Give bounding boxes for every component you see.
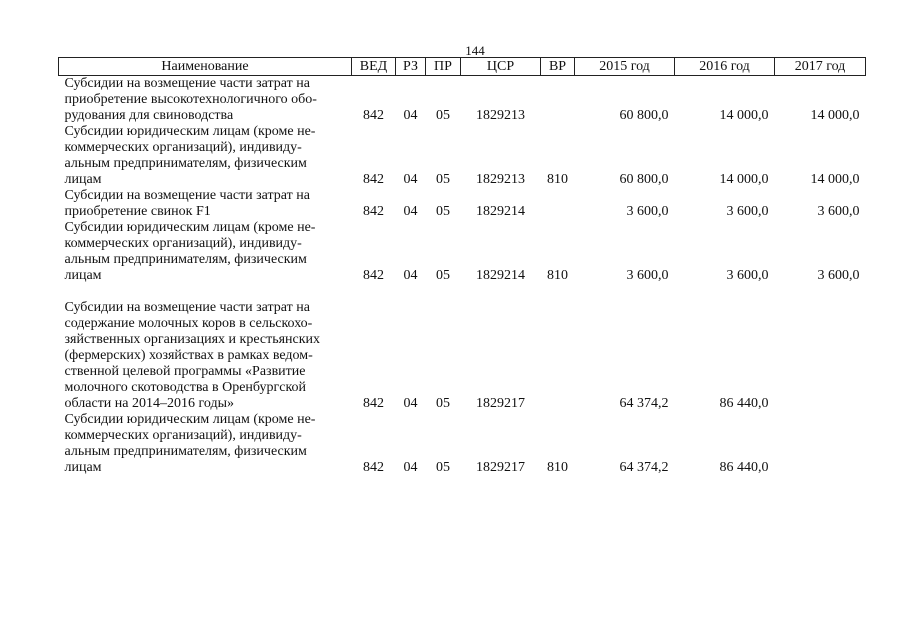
amount-2016-cell: 3 600,0 xyxy=(726,204,769,219)
rz-cell: 04 xyxy=(403,108,418,123)
amount-2015-cell: 64 374,2 xyxy=(619,460,669,475)
item-name-line: зяйственных организациях и крестьянских xyxy=(64,332,321,347)
pr-cell: 05 xyxy=(436,172,450,187)
item-name-line: коммерческих организаций), индивиду- xyxy=(64,236,302,251)
ved-cell: 842 xyxy=(363,172,384,187)
header-vr: ВР xyxy=(541,58,575,76)
pr-cell: 05 xyxy=(436,460,450,475)
rz-cell: 04 xyxy=(403,204,418,219)
amount-2015-cell: 3 600,0 xyxy=(626,204,669,219)
table-row xyxy=(59,76,866,125)
pr-cell: 05 xyxy=(436,268,450,283)
item-name-line: альным предпринимателям, физическим xyxy=(64,252,307,267)
header-csr: ЦСР xyxy=(461,58,541,76)
rz-cell: 04 xyxy=(403,268,418,283)
table-row xyxy=(59,412,866,476)
ved-cell: 842 xyxy=(363,204,384,219)
amount-2017-cell: 3 600,0 xyxy=(817,268,860,283)
item-name-cell xyxy=(59,412,352,476)
table-row xyxy=(59,188,866,220)
ved-cell: 842 xyxy=(363,396,384,411)
ved-cell: 842 xyxy=(363,108,384,123)
item-name-line: Субсидии юридическим лицам (кроме не- xyxy=(64,412,316,427)
amount-2016-cell: 86 440,0 xyxy=(719,460,769,475)
item-name-line: молочного скотоводства в Оренбургской xyxy=(64,380,307,395)
item-name-cell xyxy=(59,188,352,220)
amount-2015-cell: 60 800,0 xyxy=(619,172,669,187)
spacer-cell xyxy=(59,284,866,300)
item-name-cell xyxy=(59,300,352,412)
rz-cell: 04 xyxy=(403,460,418,475)
item-name-cell xyxy=(59,76,352,125)
ved-cell: 842 xyxy=(363,268,384,283)
amount-2017-cell xyxy=(775,300,866,412)
item-name-line: альным предпринимателям, физическим xyxy=(64,444,307,459)
item-name-cell xyxy=(59,220,352,284)
header-2017: 2017 год xyxy=(775,58,866,76)
csr-cell: 1829214 xyxy=(476,204,525,219)
csr-cell: 1829213 xyxy=(476,108,525,123)
csr-cell: 1829217 xyxy=(476,396,525,411)
amount-2016-cell: 3 600,0 xyxy=(726,268,769,283)
csr-cell: 1829217 xyxy=(476,460,525,475)
item-name-line: (фермерских) хозяйствах в рамках ведом- xyxy=(64,348,313,363)
vr-cell: 810 xyxy=(547,172,568,187)
amount-2017-cell xyxy=(775,412,866,476)
item-name-line: Субсидии юридическим лицам (кроме не- xyxy=(64,220,316,235)
amount-2016-cell: 14 000,0 xyxy=(719,108,769,123)
pr-cell: 05 xyxy=(436,396,450,411)
item-name-line: лицам xyxy=(64,172,102,187)
header-rz: РЗ xyxy=(396,58,426,76)
table-body xyxy=(59,76,866,477)
header-ved: ВЕД xyxy=(352,58,396,76)
item-name-line: Субсидии на возмещение части затрат на xyxy=(64,76,310,91)
item-name-line: коммерческих организаций), индивиду- xyxy=(64,140,302,155)
item-name-cell xyxy=(59,124,352,188)
csr-cell: 1829214 xyxy=(476,268,525,283)
item-name-line: приобретение свинок F1 xyxy=(64,204,211,219)
header-name: Наименование xyxy=(59,58,352,76)
table-header-row xyxy=(59,58,866,76)
table-row xyxy=(59,124,866,188)
vr-cell xyxy=(541,300,575,412)
csr-cell: 1829213 xyxy=(476,172,525,187)
pr-cell: 05 xyxy=(436,204,450,219)
table-row xyxy=(59,300,866,412)
rz-cell: 04 xyxy=(403,172,418,187)
header-pr: ПР xyxy=(426,58,461,76)
amount-2017-cell: 3 600,0 xyxy=(817,204,860,219)
item-name-line: ственной целевой программы «Развитие xyxy=(64,364,306,379)
item-name-line: Субсидии юридическим лицам (кроме не- xyxy=(64,124,316,139)
amount-2016-cell: 14 000,0 xyxy=(719,172,769,187)
item-name-line: содержание молочных коров в сельскохо- xyxy=(64,316,313,331)
vr-cell xyxy=(541,76,575,125)
item-name-line: альным предпринимателям, физическим xyxy=(64,156,307,171)
spacer-row xyxy=(59,284,866,300)
table-row xyxy=(59,220,866,284)
vr-cell: 810 xyxy=(547,460,568,475)
amount-2017-cell: 14 000,0 xyxy=(810,108,860,123)
ved-cell: 842 xyxy=(363,460,384,475)
page-number: 144 xyxy=(465,43,485,58)
amount-2015-cell: 3 600,0 xyxy=(626,268,669,283)
rz-cell: 04 xyxy=(403,396,418,411)
amount-2015-cell: 64 374,2 xyxy=(619,396,669,411)
amount-2016-cell: 86 440,0 xyxy=(719,396,769,411)
vr-cell: 810 xyxy=(547,268,568,283)
item-name-line: Субсидии на возмещение части затрат на xyxy=(64,188,310,203)
amount-2017-cell: 14 000,0 xyxy=(810,172,860,187)
item-name-line: приобретение высокотехнологичного обо- xyxy=(64,92,317,107)
item-name-line: лицам xyxy=(64,460,102,475)
budget-table xyxy=(58,57,866,476)
item-name-line: коммерческих организаций), индивиду- xyxy=(64,428,302,443)
pr-cell: 05 xyxy=(436,108,450,123)
item-name-line: Субсидии на возмещение части затрат на xyxy=(64,300,310,315)
amount-2015-cell: 60 800,0 xyxy=(619,108,669,123)
item-name-line: рудования для свиноводства xyxy=(64,108,234,123)
item-name-line: лицам xyxy=(64,268,102,283)
vr-cell xyxy=(541,188,575,220)
header-2016: 2016 год xyxy=(675,58,775,76)
item-name-line: области на 2014–2016 годы» xyxy=(64,396,235,411)
header-2015: 2015 год xyxy=(575,58,675,76)
